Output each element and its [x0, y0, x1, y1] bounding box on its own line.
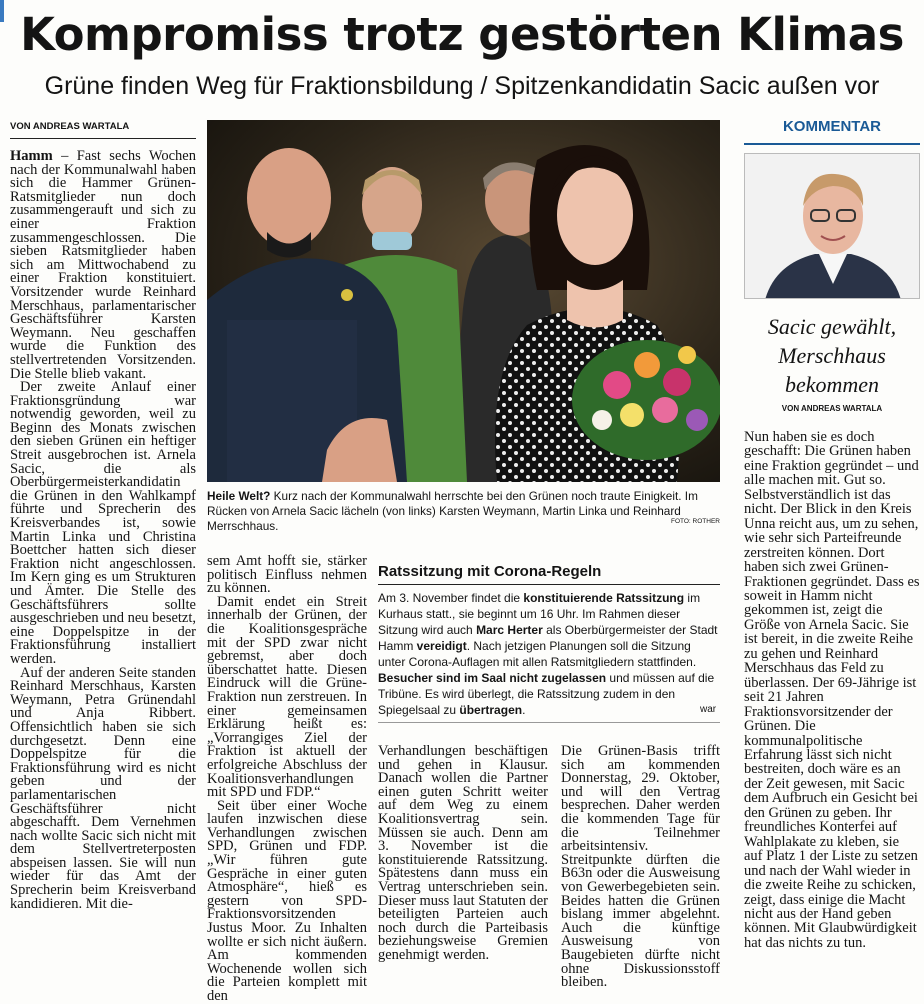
- headline: Kompromiss trotz gestörten Klimas: [20, 8, 904, 61]
- commentary-byline: VON ANDREAS WARTALA: [781, 404, 883, 413]
- paragraph: Verhandlungen beschäftigen und gehen in Klausur. Danach wollen die Partner einen guten Schritt weiter auf dem Weg zu einem Koalitionsvertrag sein. Müssen sie auch. Denn am 3. November ist die konstituierende Ratssitzung. Spätestens dann muss ein Vertrag unterschrieben sein. Dieser muss laut Statuten der beteiligten Parteien auch noch durch die Parteibasis beziehungsweise Gremien genehmigt werden.: [378, 743, 548, 963]
- infobox-highlight: vereidigt: [416, 639, 467, 653]
- infobox-bottom-rule: [378, 722, 720, 723]
- commentary-rule: [744, 143, 920, 145]
- article-byline: VON ANDREAS WARTALA: [10, 121, 130, 132]
- paragraph: Seit über einer Woche laufen inzwischen diese Verhandlungen zwischen SPD, Grünen und FDP. „Wir führen gute Gespräche in einer guten Atmosphäre“, hieß es gestern von SPD-Fraktionsvorsitzenden Justus Moor. Zu Inhalten wollte er sich nicht äußern. Am kommenden Wochenende wollen sich die Parteien komplett mit den: [207, 797, 367, 1004]
- infobox-fragment: . Nach jetzigen Planungen soll die Sitzung unter Corona-Auflagen mit allen Ratsmitgliedern stattfinden.: [378, 639, 697, 669]
- paragraph-text: – Fast sechs Wochen nach der Kommunalwahl haben sich die Hammer Grünen-Ratsmitglieder nun doch zusammengerauft und sich zu einer Fraktion zusammengeschlossen. Die sieben Ratsmitglieder haben sich am Mittwochabend zu einer Fraktion konstituiert. Vorsitzender wurde Reinhard Merschhaus, parlamentarischer Geschäftsführer Karsten Weymann. Neu geschaffen wurde die Funktion des stellvertretenden Vorsitzenden. Die Stelle blieb vakant.: [10, 148, 196, 382]
- photo-credit: FOTO: ROTHER: [671, 518, 720, 525]
- infobox-signature: war: [700, 704, 717, 715]
- paragraph: Damit endet ein Streit innerhalb der Grünen, der die Koalitionsgespräche mit der SPD zwar nicht gebremst, aber doch überschattet hatte. Diesen Eindruck will die Grüne-Fraktion nun zerstreuen. In einer gemeinsamen Erklärung heißt es: „Vorrangiges Ziel der Fraktion ist aktuell der erfolgreiche Abschluss der Koalitionsverhandlungen mit SPD und FDP.“: [207, 593, 367, 801]
- infobox-fragment: .: [522, 703, 526, 717]
- paragraph: Der zweite Anlauf einer Fraktionsgründung war notwendig geworden, weil zu Beginn des Monats zwischen den sieben Grünen ein heftiger Streit ausgebrochen ist. Arnela Sacic, die als Oberbürgermeisterkandidatin die Grünen in den Wahlkampf führte und Sprecherin des Kreisverbandes ist, sowie Martin Linka und Christina Boettcher hatten sich dieser Fraktion nicht angeschlossen. Im Kern ging es um Strukturen und Ämter. Die Stelle des Geschäftsführers sollte ausgeschrieben und neu besetzt, eine Doppelspitze in der Fraktionsführung installiert werden.: [10, 379, 197, 667]
- infobox-highlight: Besucher sind im Saal nicht zugelassen: [378, 671, 607, 685]
- infobox-text: [378, 590, 720, 718]
- article-column-4: [561, 745, 720, 990]
- article-photo: [207, 120, 720, 482]
- photo-caption: [207, 489, 720, 534]
- subheadline: Grüne finden Weg für Fraktionsbildung / Spitzenkandidatin Sacic außen vor: [44, 72, 880, 100]
- dateline: Hamm: [10, 148, 53, 164]
- article-column-3: [378, 745, 548, 963]
- infobox-fragment: als Oberbürgermeister der Stadt Hamm: [378, 623, 718, 653]
- caption-lead: Heile Welt?: [207, 489, 271, 503]
- infobox-title: Ratssitzung mit Corona-Regeln: [378, 563, 602, 580]
- author-portrait: [744, 153, 920, 299]
- commentary-label: KOMMENTAR: [782, 118, 882, 135]
- infobox-highlight: übertragen: [459, 703, 523, 717]
- article-column-2: [207, 555, 367, 1004]
- paragraph: Die Grünen-Basis trifft sich am kommenden Donnerstag, 29. Oktober, und will den Vertrag besprechen. Daher werden die kommenden Tage für die Teilnehmer arbeitsintensiv. Streitpunkte dürften die B63n oder die Ausweisung von Gewerbegebieten sein. Beides hatten die Grünen bislang immer abgelehnt. Auch die künftige Ausweisung von Baugebieten dürfte nicht ohne Diskussionsstoff bleiben.: [561, 743, 720, 991]
- infobox-fragment: und müssen auf die Tribüne. Es wird überlegt, die Ratssitzung zudem in den Spiegelsaal zu: [378, 671, 715, 717]
- infobox-fragment: Am 3. November findet die: [378, 591, 524, 605]
- byline-rule: [10, 138, 196, 139]
- commentary-text: Nun haben sie es doch geschafft: Die Grünen haben eine Fraktion gegründet – und alle machen mit. Gut so. Selbstverständlich ist das nicht. Der Blick in den Kreis Unna reicht aus, um zu sehen, wie sehr sich Parteifreunde zerstreiten können. Dort haben sich zwei Grünen-Fraktionen gegründet. Dass es soweit in Hamm nicht gekommen ist, zeigt die Größe von Arnela Sacic. Sie ist bereit, in die zweite Reihe zu gehen und Reinhard Merschhaus das Feld zu überlassen. Der 69-Jährige ist seit 21 Jahren Fraktionsvorsitzender der Grünen. Die kommunalpolitische Erfahrung lässt sich nicht bestreiten, doch wäre es an der Zeit gewesen, mit Sacic dem Aufbruch ein Gesicht bei den Grünen zu geben. Ihr freundliches Konterfei auf Wahlplakate zu kleben, sie auf Platz 1 der Liste zu setzen und nach der Wahl wieder in die zweite Reihe zu schicken, zeigt, dass einige die Macht nicht aus der Hand geben können. Mit Glaubwürdigkeit hat das nichts zu tun.: [744, 429, 920, 951]
- commentary-title: Sacic gewählt, Merschhaus bekommen: [767, 314, 897, 397]
- paragraph: sem Amt hofft sie, stärker politisch Einfluss nehmen zu können.: [207, 553, 367, 597]
- article-column-1: [10, 150, 196, 911]
- caption-text: Kurz nach der Kommunalwahl herrschte bei den Grünen noch traute Einigkeit. Im Rücken von Arnela Sacic lächeln (von links) Karsten Weymann, Martin Linka und Reinhard Merrschhaus.: [207, 489, 698, 533]
- paragraph: [10, 150, 196, 381]
- infobox-highlight: konstituierende Ratssitzung: [523, 591, 685, 605]
- infobox-rule: [378, 584, 720, 585]
- infobox-fragment: im Kurhaus statt., sie beginnt um 16 Uhr. Im Rahmen dieser Sitzung wird auch: [378, 591, 701, 637]
- paragraph: Auf der anderen Seite standen Reinhard Merschhaus, Karsten Weymann, Petra Grünendahl und Anja Ribbert. Offensichtlich haben sie sich durchgesetzt. Denn eine Doppelspitze für die Fraktionsführung wird es nicht geben und der parlamentarischen Geschäftsführer nicht abgeschafft. Dem Vernehmen nach wollte Sacic sich nicht mit dem Stellvertreterposten abspeisen lassen. Sie will nun wieder für das Amt der Sprecherin beim Kreisverband kandidieren. Mit die-: [10, 664, 196, 912]
- infobox-highlight: Marc Herter: [476, 623, 543, 637]
